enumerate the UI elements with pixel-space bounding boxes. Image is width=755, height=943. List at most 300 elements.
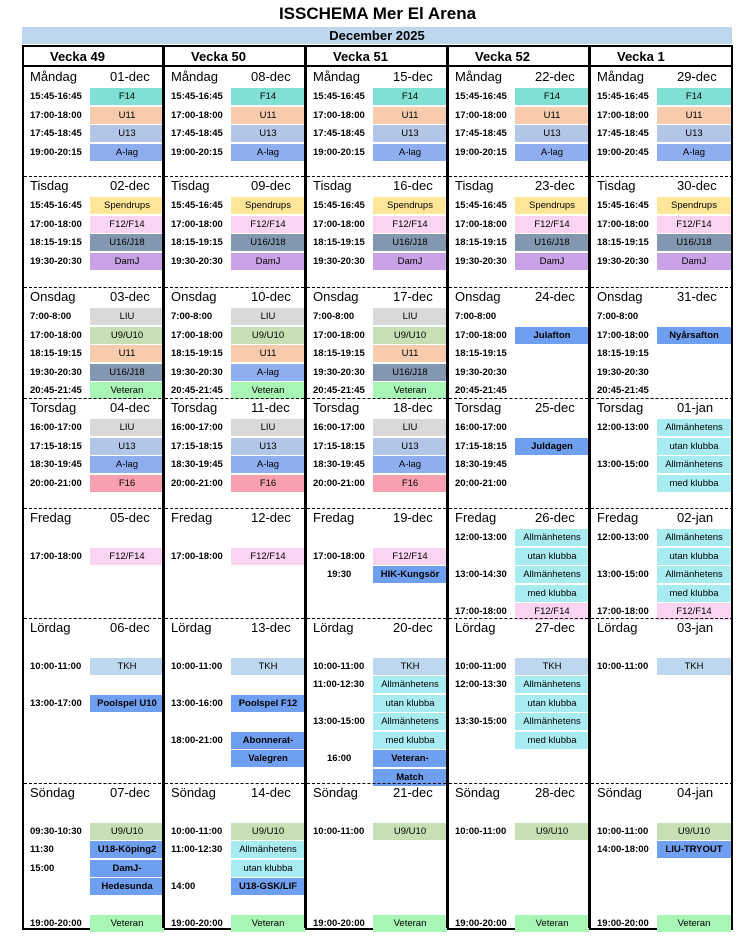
time-slot [307, 915, 446, 933]
time-slot [449, 529, 588, 547]
time-slot [449, 144, 588, 162]
slot-time: 11:00-12:30 [171, 844, 223, 855]
day-date: 18-dec [393, 400, 433, 415]
slot-time: 20:45-21:45 [597, 385, 649, 396]
activity-cell: DamJ [373, 253, 447, 270]
activity-cell: med klubba [515, 585, 589, 602]
slot-time: 12:00-13:00 [455, 532, 507, 543]
time-slot [165, 860, 304, 878]
slot-time: 18:15-19:15 [313, 237, 365, 248]
activity-cell: Allmänhetens [657, 566, 731, 583]
slot-time: 10:00-11:00 [313, 660, 365, 672]
day-header [307, 508, 446, 528]
activity-cell: F14 [657, 88, 731, 105]
time-slot [165, 345, 304, 363]
slot-time: 19:00-20:15 [30, 146, 82, 158]
slot-time: 13:00-15:00 [313, 716, 365, 727]
time-slot [24, 88, 166, 106]
time-slot [24, 327, 166, 345]
time-slot [307, 234, 446, 252]
activity-cell: F12/F14 [515, 216, 589, 233]
time-slot [307, 566, 446, 584]
slot-time: 17:45-18:45 [597, 128, 649, 139]
slot-time: 11:00-12:30 [313, 679, 365, 690]
activity-cell: A-lag [90, 456, 164, 473]
slot-time: 18:30-19:45 [30, 459, 82, 470]
day-name: Lördag [455, 620, 496, 635]
activity-cell: LIU [231, 419, 305, 436]
day-header [449, 67, 588, 87]
slot-time: 20:45-21:45 [30, 385, 82, 396]
time-slot [449, 732, 588, 750]
time-slot [24, 197, 166, 215]
day-name: Fredag [455, 510, 497, 525]
time-slot [165, 658, 304, 676]
time-slot [24, 345, 166, 363]
activity-cell: U9/U10 [231, 327, 305, 344]
week-label: Vecka 1 [591, 47, 733, 67]
slot-time: 19:00-20:00 [455, 918, 507, 929]
day-date: 19-dec [393, 510, 433, 525]
activity-cell: F16 [231, 475, 305, 492]
activity-cell: HIK-Kungsör [373, 566, 447, 583]
time-slot [24, 216, 166, 234]
time-slot [24, 676, 166, 694]
slot-time: 18:30-19:45 [313, 459, 365, 470]
slot-time: 19:00-20:00 [597, 918, 649, 929]
slot-time: 15:45-16:45 [30, 200, 82, 211]
time-slot [449, 860, 588, 878]
slot-time: 19:30-20:30 [455, 255, 507, 267]
activity-cell: Poolspel F12 [231, 695, 305, 712]
time-slot [591, 566, 733, 584]
slot-time: 18:00-21:00 [171, 734, 223, 746]
day-date: 04-jan [677, 785, 714, 800]
time-slot [591, 345, 733, 363]
time-slot [307, 713, 446, 731]
day-header [24, 508, 166, 528]
day-date: 04-dec [110, 400, 150, 415]
time-slot [165, 419, 304, 437]
time-slot [24, 658, 166, 676]
day-header [307, 398, 446, 418]
day-name: Lördag [171, 620, 212, 635]
activity-cell: Veteran [231, 915, 305, 932]
day-block [24, 398, 166, 508]
slot-time: 19:30-20:30 [597, 366, 649, 378]
activity-cell: Allmänhetens [231, 841, 305, 858]
time-slot [591, 548, 733, 566]
activity-cell: F12/F14 [90, 216, 164, 233]
activity-cell: med klubba [373, 732, 447, 749]
slot-time: 17:00-18:00 [171, 550, 223, 562]
time-slot [591, 658, 733, 676]
slot-time: 7:00-8:00 [597, 311, 639, 322]
time-slot [449, 345, 588, 363]
day-header [449, 398, 588, 418]
slot-time: 15:45-16:45 [597, 200, 649, 211]
activity-cell: U13 [231, 438, 305, 455]
activity-cell: Allmänhetens [515, 529, 589, 546]
day-name: Måndag [455, 69, 502, 84]
slot-time: 17:00-18:00 [30, 550, 82, 562]
time-slot [591, 327, 733, 345]
day-date: 28-dec [535, 785, 575, 800]
day-block [307, 783, 446, 928]
time-slot [24, 878, 166, 896]
slot-time: 17:00-18:00 [597, 109, 649, 121]
slot-time: 20:00-21:00 [313, 477, 365, 489]
slot-time: 17:45-18:45 [30, 128, 82, 139]
day-date: 12-dec [251, 510, 291, 525]
activity-cell: Allmänhetens [657, 419, 731, 436]
day-name: Tisdag [171, 178, 210, 193]
day-header [165, 618, 304, 638]
slot-time: 19:30-20:30 [313, 255, 365, 267]
activity-cell: TKH [90, 658, 164, 675]
day-block [165, 618, 304, 783]
slot-time: 16:00-17:00 [30, 422, 82, 433]
day-name: Onsdag [455, 289, 501, 304]
activity-cell: Hedesunda [90, 878, 164, 895]
day-date: 02-jan [677, 510, 714, 525]
activity-cell: utan klubba [657, 438, 731, 455]
time-slot [591, 419, 733, 437]
day-block [165, 67, 304, 176]
slot-time: 17:00-18:00 [171, 329, 223, 341]
time-slot [449, 695, 588, 713]
day-header [591, 618, 733, 638]
time-slot [591, 475, 733, 493]
slot-time: 17:00-18:00 [313, 550, 365, 562]
activity-cell: Spendrups [90, 197, 164, 214]
activity-cell: U11 [657, 107, 731, 124]
activity-cell: U9/U10 [90, 327, 164, 344]
day-date: 23-dec [535, 178, 575, 193]
slot-time: 20:00-21:00 [171, 477, 223, 489]
slot-time: 10:00-11:00 [455, 825, 507, 837]
activity-cell: utan klubba [515, 695, 589, 712]
slot-time: 17:00-18:00 [313, 329, 365, 341]
slot-time: 16:00-17:00 [313, 422, 365, 433]
time-slot [307, 695, 446, 713]
time-slot [307, 345, 446, 363]
activity-cell: DamJ [90, 253, 164, 270]
time-slot [165, 529, 304, 547]
activity-cell: DamJ- [90, 860, 164, 877]
slot-time: 18:15-19:15 [171, 237, 223, 248]
slot-time: 18:30-19:45 [171, 459, 223, 470]
day-block [449, 176, 588, 287]
week-label: Vecka 52 [449, 47, 588, 67]
slot-time: 17:00-18:00 [30, 109, 82, 121]
week-column [162, 47, 304, 928]
activity-cell: U13 [90, 125, 164, 142]
day-name: Måndag [30, 69, 77, 84]
slot-time: 13:00-15:00 [597, 459, 649, 470]
day-date: 06-dec [110, 620, 150, 635]
activity-cell: Veteran [373, 915, 447, 932]
activity-cell: U13 [231, 125, 305, 142]
activity-cell: Allmänhetens [373, 713, 447, 730]
time-slot [591, 253, 733, 271]
time-slot [165, 308, 304, 326]
time-slot [165, 841, 304, 859]
day-name: Söndag [313, 785, 358, 800]
activity-cell: U11 [90, 345, 164, 362]
slot-time: 19:30-20:30 [30, 255, 82, 267]
day-date: 21-dec [393, 785, 433, 800]
activity-cell: F12/F14 [373, 216, 447, 233]
day-date: 22-dec [535, 69, 575, 84]
day-block [591, 67, 733, 176]
slot-time: 18:15-19:15 [30, 348, 82, 359]
time-slot [449, 804, 588, 822]
activity-cell: U9/U10 [657, 823, 731, 840]
slot-time: 17:00-18:00 [455, 218, 507, 230]
slot-time: 20:45-21:45 [455, 385, 507, 396]
day-block [307, 618, 446, 783]
day-block [449, 287, 588, 398]
activity-cell: LIU [90, 419, 164, 436]
activity-cell: F12/F14 [657, 603, 731, 620]
activity-cell: Spendrups [657, 197, 731, 214]
activity-cell: F12/F14 [231, 548, 305, 565]
activity-cell: Allmänhetens [657, 456, 731, 473]
slot-time: 17:45-18:45 [171, 128, 223, 139]
time-slot [591, 197, 733, 215]
activity-cell: U13 [515, 125, 589, 142]
time-slot [591, 823, 733, 841]
day-block [591, 508, 733, 618]
day-date: 08-dec [251, 69, 291, 84]
day-name: Onsdag [597, 289, 643, 304]
day-date: 10-dec [251, 289, 291, 304]
activity-cell: U16/J18 [515, 234, 589, 251]
slot-time: 19:00-20:15 [313, 146, 365, 158]
time-slot [307, 658, 446, 676]
time-slot [165, 456, 304, 474]
day-name: Onsdag [171, 289, 217, 304]
slot-time: 14:00-18:00 [597, 844, 649, 855]
activity-cell: Veteran- [373, 750, 447, 767]
day-date: 27-dec [535, 620, 575, 635]
day-header [449, 783, 588, 803]
activity-cell: U16/J18 [231, 234, 305, 251]
time-slot [307, 841, 446, 859]
activity-cell: DamJ [231, 253, 305, 270]
day-date: 11-dec [251, 400, 290, 415]
day-header [449, 508, 588, 528]
slot-time: 13:00-15:00 [597, 569, 649, 580]
slot-time: 17:00-18:00 [455, 606, 507, 617]
day-block [449, 67, 588, 176]
schedule-title: ISSCHEMA Mer El Arena [278, 4, 477, 23]
time-slot [449, 419, 588, 437]
time-slot [307, 456, 446, 474]
time-slot [24, 234, 166, 252]
day-block [591, 398, 733, 508]
activity-cell: LIU [373, 308, 447, 325]
slot-time: 19:30-20:30 [171, 366, 223, 378]
time-slot [24, 897, 166, 915]
activity-cell: LIU [231, 308, 305, 325]
day-name: Måndag [313, 69, 360, 84]
week-column [304, 47, 446, 928]
slot-time: 18:15-19:15 [597, 237, 649, 248]
day-header [165, 287, 304, 307]
day-block [307, 508, 446, 618]
activity-cell: F14 [90, 88, 164, 105]
time-slot [591, 915, 733, 933]
slot-time: 15:45-16:45 [455, 91, 507, 102]
day-block [165, 508, 304, 618]
day-block [165, 287, 304, 398]
slot-time: 17:00-18:00 [171, 109, 223, 121]
day-block [591, 618, 733, 783]
activity-cell: Spendrups [515, 197, 589, 214]
activity-cell: Nyårsafton [657, 327, 731, 344]
day-date: 20-dec [393, 620, 433, 635]
slot-time: 20:45-21:45 [313, 385, 365, 396]
time-slot [449, 216, 588, 234]
activity-cell: U9/U10 [231, 823, 305, 840]
time-slot [449, 197, 588, 215]
day-name: Tisdag [30, 178, 69, 193]
slot-time: 10:00-11:00 [455, 660, 507, 672]
slot-time: 19:30-20:30 [30, 366, 82, 378]
activity-cell: Allmänhetens [657, 529, 731, 546]
slot-time: 17:00-18:00 [597, 218, 649, 230]
day-name: Fredag [597, 510, 639, 525]
time-slot [307, 125, 446, 143]
time-slot [307, 107, 446, 125]
day-block [307, 176, 446, 287]
day-block [449, 508, 588, 618]
slot-time: 15:00 [30, 862, 55, 874]
slot-time: 17:00-18:00 [455, 109, 507, 121]
slot-time: 16:00-17:00 [455, 422, 507, 433]
activity-cell: Spendrups [231, 197, 305, 214]
day-block [591, 176, 733, 287]
day-block [24, 508, 166, 618]
schedule-grid [22, 45, 733, 930]
day-header [591, 783, 733, 803]
day-name: Söndag [171, 785, 216, 800]
day-name: Söndag [30, 785, 75, 800]
slot-time: 13:00-17:00 [30, 697, 82, 709]
time-slot [24, 915, 166, 933]
day-date: 14-dec [251, 785, 291, 800]
time-slot [307, 327, 446, 345]
activity-cell: Allmänhetens [373, 676, 447, 693]
time-slot [449, 308, 588, 326]
activity-cell: F12/F14 [373, 548, 447, 565]
day-name: Torsdag [171, 400, 218, 415]
activity-cell: TKH [515, 658, 589, 675]
time-slot [307, 860, 446, 878]
month-banner: December 2025 [22, 27, 732, 44]
day-block [307, 287, 446, 398]
time-slot [165, 125, 304, 143]
time-slot [449, 823, 588, 841]
activity-cell: U11 [373, 107, 447, 124]
slot-time: 17:45-18:45 [455, 128, 507, 139]
activity-cell: A-lag [90, 144, 164, 161]
time-slot [307, 529, 446, 547]
slot-time: 12:00-13:00 [597, 532, 649, 543]
day-name: Söndag [455, 785, 500, 800]
slot-time: 10:00-11:00 [30, 660, 82, 672]
time-slot [449, 327, 588, 345]
activity-cell: Veteran [231, 382, 305, 399]
activity-cell: U18-GSK/LIF [231, 878, 305, 895]
day-block [24, 67, 166, 176]
time-slot [165, 216, 304, 234]
time-slot [307, 732, 446, 750]
day-header [591, 287, 733, 307]
day-date: 24-dec [535, 289, 575, 304]
time-slot [307, 308, 446, 326]
time-slot [449, 438, 588, 456]
slot-time: 10:00-11:00 [171, 660, 223, 672]
day-block [24, 176, 166, 287]
time-slot [24, 548, 166, 566]
week-column [588, 47, 733, 928]
time-slot [591, 585, 733, 603]
time-slot [449, 456, 588, 474]
day-header [449, 618, 588, 638]
slot-time: 18:15-19:15 [455, 348, 507, 359]
time-slot [165, 548, 304, 566]
day-name: Onsdag [313, 289, 359, 304]
time-slot [24, 419, 166, 437]
slot-time: 13:00-16:00 [171, 697, 223, 709]
day-name: Torsdag [455, 400, 502, 415]
activity-cell: F16 [90, 475, 164, 492]
day-header [24, 618, 166, 638]
activity-cell: DamJ [515, 253, 589, 270]
activity-cell: Poolspel U10 [90, 695, 164, 712]
time-slot [449, 676, 588, 694]
slot-time: 18:15-19:15 [597, 348, 649, 359]
slot-time: 7:00-8:00 [313, 311, 355, 322]
day-block [24, 287, 166, 398]
time-slot [591, 878, 733, 896]
time-slot [449, 841, 588, 859]
time-slot [449, 878, 588, 896]
day-header [165, 783, 304, 803]
activity-cell: U11 [231, 345, 305, 362]
day-block [449, 618, 588, 783]
activity-cell: F14 [373, 88, 447, 105]
slot-time: 19:00-20:00 [313, 918, 365, 929]
time-slot [307, 823, 446, 841]
activity-cell: A-lag [231, 364, 305, 381]
slot-time: 20:00-21:00 [455, 477, 507, 489]
activity-cell: F12/F14 [657, 216, 731, 233]
slot-time: 13:30-15:00 [455, 716, 507, 727]
activity-cell: LIU-TRYOUT [657, 841, 731, 858]
day-header [591, 508, 733, 528]
slot-time: 15:45-16:45 [597, 91, 649, 102]
time-slot [449, 88, 588, 106]
slot-time: 17:00-18:00 [30, 329, 82, 341]
activity-cell: Veteran [373, 382, 447, 399]
activity-cell: U16/J18 [373, 364, 447, 381]
time-slot [449, 125, 588, 143]
time-slot [24, 456, 166, 474]
